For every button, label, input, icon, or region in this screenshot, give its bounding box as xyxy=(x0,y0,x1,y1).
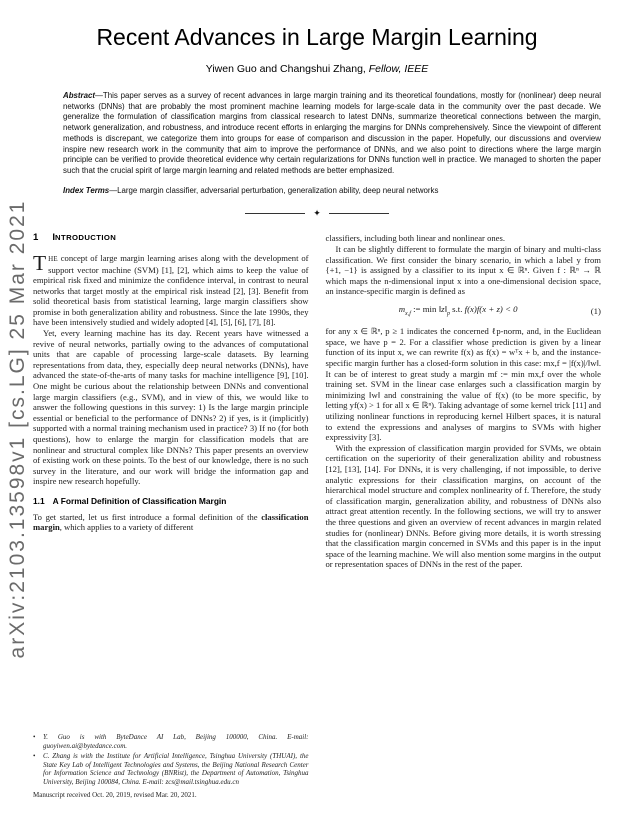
index-terms-text: —Large margin classifier, adversarial perturbation, generalization ability, deep neural networks xyxy=(109,185,439,195)
section-title-rest: NTRODUCTION xyxy=(55,233,117,243)
diamond-icon: ✦ xyxy=(313,208,321,219)
equation-norm-subscript: p xyxy=(446,310,450,317)
subsection-number: 1.1 xyxy=(33,495,45,506)
classification-margin-term: classification margin xyxy=(33,511,309,533)
definition-paragraph-post: , which applies to a variety of different xyxy=(59,522,194,533)
section-title-initial: I xyxy=(52,232,56,244)
equation-1 xyxy=(326,304,602,319)
separator-rule-left xyxy=(245,213,305,214)
continuation-paragraph: classifiers, including both linear and nonlinear ones. xyxy=(325,233,505,244)
two-column-body xyxy=(33,233,601,799)
definition-paragraph xyxy=(33,512,309,533)
dropcap-smallcaps: HE xyxy=(48,254,58,263)
section-number: 1 xyxy=(33,232,39,244)
authors-fellow: Fellow, IEEE xyxy=(368,63,429,75)
index-terms xyxy=(63,186,601,197)
subsection-title: A Formal Definition of Classification Margin xyxy=(52,495,227,506)
abstract xyxy=(63,91,601,177)
section-separator xyxy=(33,209,601,218)
footnote-author-1-text: Y. Guo is with ByteDance AI Lab, Beijing 100000, China. E-mail: guoyiwen.ai@bytedance.com. xyxy=(43,733,309,751)
definition-paragraph-pre: To get started, let us first introduce a formal definition of the xyxy=(33,511,262,522)
abstract-label: Abstract xyxy=(63,91,96,100)
svm-dnn-paragraph: With the expression of classification margin provided for SVMs, we obtain certification on the superiority of their generalization ability and robustness [12], [13], [14]. For DNNs, it is very challenging, if not impossible, to derive analytic expressions for their classification margins, on account of the hierarchical model structure and complex nonlinearity of f. Therefore, the study of classification margin, generalization ability, and robustness of DNNs also attract great attention recently. In the following sections, we will try to answer the three questions and given an overview of recent advances in margin related studies for (nonlinear) DNNs. Before giving more details, it is worth stressing that the classification margin concerned in SVMs and this paper is in the input space of the learning machine. We will also mention some margins in the output or representation spaces of DNNs in the rest of the paper. xyxy=(325,442,601,570)
equation-relation: := min xyxy=(410,303,439,314)
intro-paragraph-2: Yet, every learning machine has its day. Recent years have witnessed a revive of neural networks, partially owing to the advances of computational units that are capable of processing large-scale datasets. By learning representations from data, they, especially deep neural networks (DNNs), have advanced the state-of-the-arts of many tasks for machine intelligence [9], [10]. One might be curious about the relationship between DNNs and conventional large margin classifiers (e.g., SVM), and in view of this, we would like to answer the following questions in this survey: 1) Is the large margin principle essential or beneficial to the performance of DNNs? 2) if yes, is it (implicitly) supported with a normal training mechanism used in practice? 3) If no (for both questions), how to enlarge the margin for classification models that are nonlinear and structural complex like DNNs? This paper presents an overview of existing work on these points. To the best of our knowledge, there is no such survey in the literature, and our work will bridge the information gap and inspire new research hopefully. xyxy=(33,328,309,487)
arxiv-watermark: arXiv:2103.13598v1 [cs.LG] 25 Mar 2021 xyxy=(6,199,29,659)
norm-discussion-paragraph: for any x ∈ ℝⁿ, p ≥ 1 indicates the concerned ℓp-norm, and, in the Euclidean space, we have p = 2. For a classifier whose prediction is given by a linear function of its input x, we can rewrite f(x) as f(x) = wᵀx + b, and the instance-specific margin further has a closed-form solution in this case: mx,f = |f(x)|/‖w‖. It can be of interest to great study a margin mf := min mx,f over the whole training set. SVM in the linear case enlarges such a classification margin by minimizing ‖w‖ and constraining the value of f(x) (to be more specific, by letting yf(x) > 1 for all x ∈ ℝⁿ). Taking advantage of some kernel trick [11] and utilizing nonlinear functions in reproducing kernel Hilbert spaces, it is natural to extend the expressions and analyses of margins to SVMs with higher expressivity [3]. xyxy=(325,326,601,443)
bullet-icon: • xyxy=(33,733,36,742)
left-column xyxy=(33,233,309,799)
margin-formulation-paragraph: It can be slightly different to formulate the margin of binary and multi-class classification. We first consider the binary scenario, in which a label y from {+1, −1} is assigned by a classifier to its input x ∈ ℝⁿ. Given f : ℝⁿ → ℝ which maps the n-dimensional input x into a one-dimensional decision space, an instance-specific margin is defined as xyxy=(325,243,601,297)
dropcap-letter: T xyxy=(33,250,47,275)
authors-names: Yiwen Guo and Changshui Zhang, xyxy=(205,63,369,75)
intro-paragraph-1 xyxy=(33,250,309,328)
footnotes xyxy=(33,733,309,799)
intro-paragraph-1-text: concept of large margin learning arises along with the development of support vector machine (SVM) [1], [2], which aims to keep the value of empirical risk fixed and minimize the confidence interval, in contrast to neural networks that target mostly at the empirical risk instead [2], [3]. Benefit from solid theoretical basis from statistical learning, large margin classifiers show promise in both generalization ability and robustness. Since the late 1990s, they have been intensively studied and widely adopted [4], [5], [6], [7], [8]. xyxy=(33,252,309,328)
right-column xyxy=(326,233,602,799)
paper-title: Recent Advances in Large Margin Learning xyxy=(96,24,538,50)
manuscript-received-line: Manuscript received Oct. 20, 2019, revised Mar. 20, 2021. xyxy=(33,790,197,799)
footnote-author-1 xyxy=(33,733,309,750)
subsection-heading-definition xyxy=(33,496,309,507)
index-terms-label: Index Terms xyxy=(63,185,110,195)
abstract-text: —This paper serves as a survey of recent advances in large margin training and its theoretical foundations, mostly for (nonlinear) deep neural networks (DNNs) that are probably the most prominent machine learning models for large-scale data in the community over the past decade. We generalize the formulation of classification margins from classical research to latest DNNs, summarize theoretical connections between the margin, network generalization, and robustness, and introduce recent efforts in enlarging the margins for DNNs comprehensively. Since the viewpoint of different methods is discrepant, we categorize them into groups for ease of comparison and discussion in the paper. Hopefully, our discussions and overview inspire new research work in the community that aim to improve the performance of DNNs, and we also point to directions where the large margin principle can be verified to provide theoretical evidence why certain regularizations for DNNs function well in practice. We managed to shorten the paper such that the crucial spirit of large margin learning and related methods are better emphasized. xyxy=(63,91,601,175)
bullet-icon: • xyxy=(33,751,36,760)
equation-constraint: f(x)f(x + z) < 0 xyxy=(464,303,518,314)
equation-number: (1) xyxy=(590,306,601,317)
footnote-author-2 xyxy=(33,752,309,787)
equation-norm: ‖z‖ xyxy=(438,303,447,314)
separator-rule-right xyxy=(329,213,389,214)
equation-1-body xyxy=(326,304,591,319)
authors-line xyxy=(33,63,601,75)
section-heading-introduction xyxy=(33,233,309,244)
equation-variable-subscript: x,f xyxy=(405,310,411,317)
footnote-author-2-text: C. Zhang is with the Institute for Artificial Intelligence, Tsinghua University (THUAI), the State Key Lab of Intelligent Technologies and Systems, the Beijing National Research Center for Information Science and Technology (BNRist), the Department of Automation, Tsinghua University, Beijing 100084, China. E-mail: zcs@mail.tsinghua.edu.cn xyxy=(43,751,309,786)
equation-variable: m xyxy=(398,303,406,314)
equation-subject-to: s.t. xyxy=(449,303,465,314)
